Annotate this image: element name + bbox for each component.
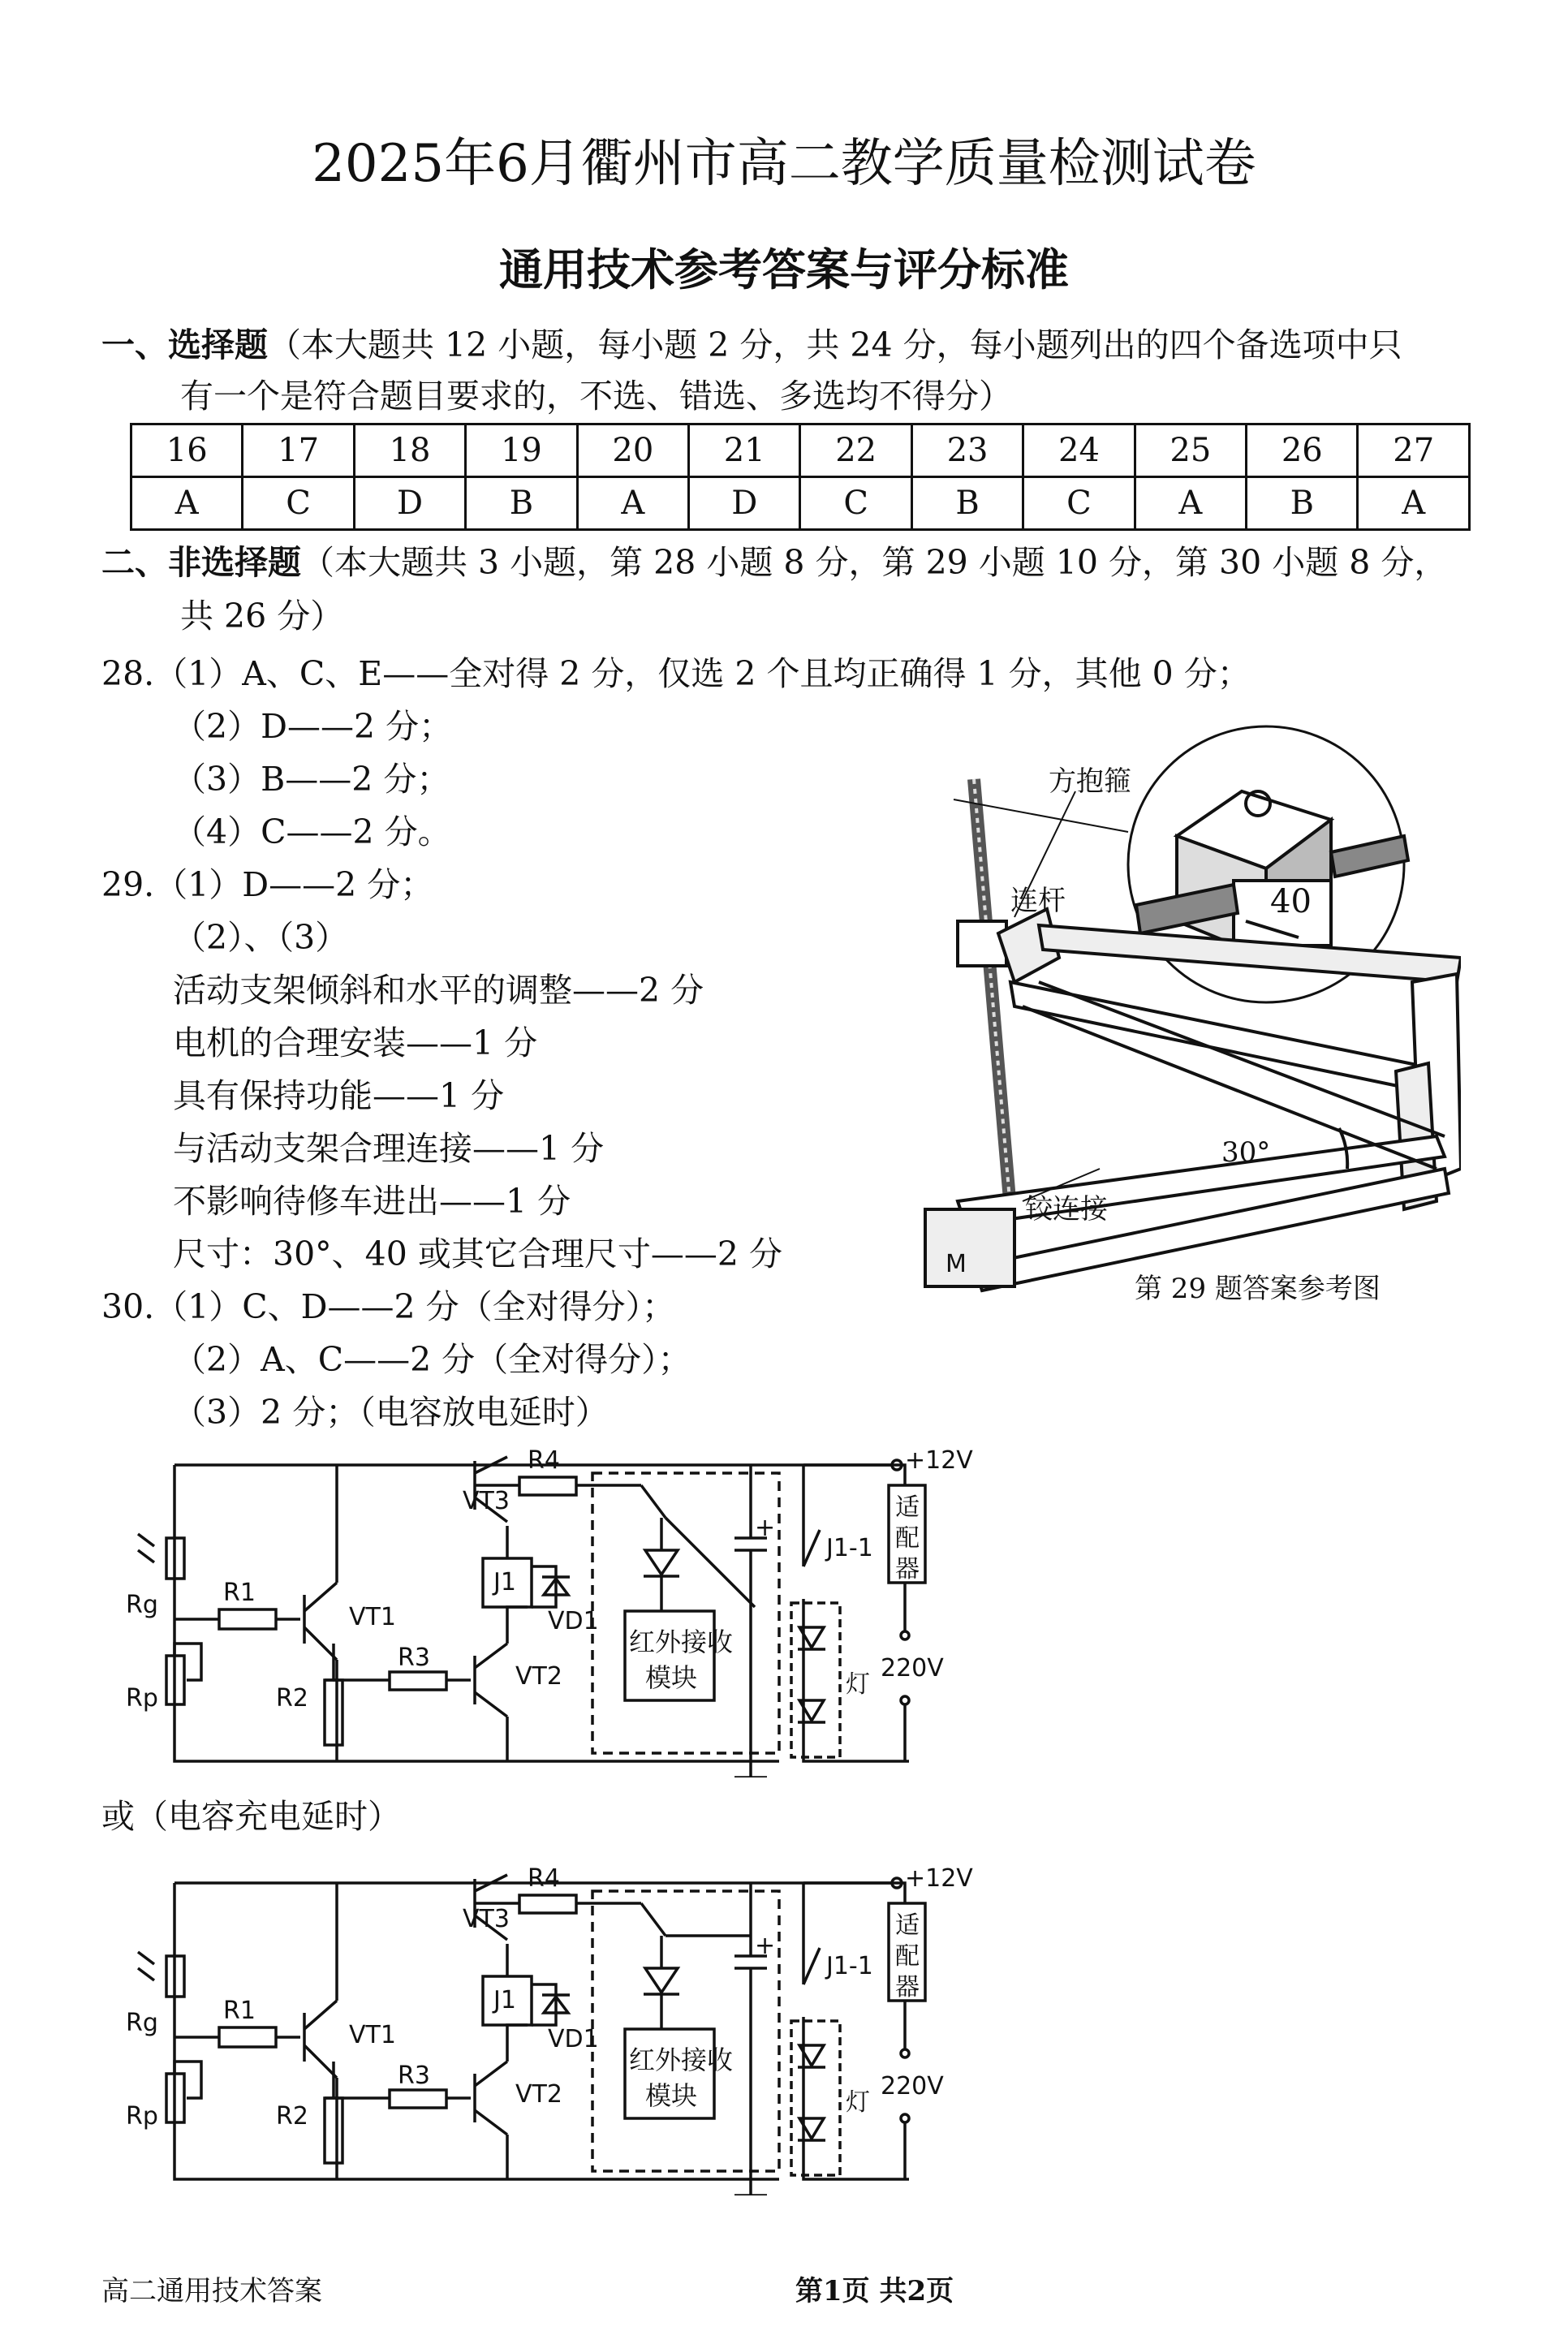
answer-cell: A xyxy=(131,477,243,530)
footer-left: 高二通用技术答案 xyxy=(101,2275,322,2307)
circuit-cap-plus: + xyxy=(755,1514,776,1542)
answer-table-number-row xyxy=(131,424,1470,477)
circuit-r2: R2 xyxy=(276,2102,308,2131)
answer-cell: B xyxy=(911,477,1023,530)
circuit-lamp: 灯 xyxy=(846,1670,870,1699)
circuit-module-line1: 红外接收 xyxy=(629,1627,734,1657)
answer-cell: D xyxy=(354,477,465,530)
page-subtitle: 通用技术参考答案与评分标准 xyxy=(499,243,1069,295)
circuit-vd1: VD1 xyxy=(548,2025,599,2053)
section1-label: 一、选择题 xyxy=(101,325,268,364)
circuit-j1: J1 xyxy=(493,1986,516,2014)
q30-line: 30.（1）C、D——2 分（全对得分）； xyxy=(101,1287,676,1326)
circuit-rg: Rg xyxy=(126,1591,158,1619)
question-number-cell: 18 xyxy=(354,424,465,477)
circuit-cap-plus: + xyxy=(755,1932,776,1960)
figure29-drawing xyxy=(877,714,1461,1299)
q29-line: 与活动支架合理连接——1 分 xyxy=(173,1129,605,1168)
circuit-adapter-char: 适 xyxy=(895,1493,920,1522)
question-number-cell: 26 xyxy=(1247,424,1358,477)
answer-cell: A xyxy=(1135,477,1246,530)
circuit-module-line2: 模块 xyxy=(645,1662,698,1693)
circuit-vt3: VT3 xyxy=(463,1905,510,1933)
circuit-adapter-char: 配 xyxy=(895,1942,920,1971)
circuit-vt1: VT1 xyxy=(349,1603,396,1631)
circuit-vt2: VT2 xyxy=(515,2080,562,2109)
circuit-j1-1: J1-1 xyxy=(826,1534,873,1562)
section2-line1 xyxy=(101,536,1447,589)
circuit-adapter-char: 器 xyxy=(895,1555,920,1583)
question-number-cell: 16 xyxy=(131,424,243,477)
section2-desc1: （本大题共 3 小题，第 28 小题 8 分，第 29 小题 10 分，第 30 小题 8 分， xyxy=(301,543,1448,582)
alt-circuit-label: 或（电容充电延时） xyxy=(101,1797,401,1836)
circuit-adapter-char: 器 xyxy=(895,1973,920,2001)
question-number-cell: 23 xyxy=(911,424,1023,477)
section2-desc2: 共 26 分） xyxy=(180,597,344,636)
circuit-vd1: VD1 xyxy=(548,1607,599,1635)
circuit-ac: 220V xyxy=(881,2072,944,2100)
figure29-angle: 30° xyxy=(1221,1136,1271,1169)
circuit-discharge xyxy=(106,1437,1079,1777)
question-number-cell: 20 xyxy=(577,424,688,477)
figure29-motor: M xyxy=(946,1250,967,1278)
q29-line: 尺寸：30°、40 或其它合理尺寸——2 分 xyxy=(173,1234,782,1273)
figure29-label-link: 连杆 xyxy=(1010,885,1066,917)
figure29-label-clamp: 方抱箍 xyxy=(1049,765,1131,798)
answer-cell: C xyxy=(1023,477,1135,530)
q28-line: （3）B——2 分； xyxy=(173,760,450,799)
section2-label: 二、非选择题 xyxy=(101,543,301,582)
answer-table xyxy=(130,423,1471,531)
circuit-module-line2: 模块 xyxy=(645,2080,698,2111)
circuit-adapter-char: 配 xyxy=(895,1524,920,1553)
circuit-vt2: VT2 xyxy=(515,1662,562,1691)
question-number-cell: 27 xyxy=(1358,424,1470,477)
circuit-rg: Rg xyxy=(126,2009,158,2037)
section1-desc1: （本大题共 12 小题，每小题 2 分，共 24 分，每小题列出的四个备选项中只 xyxy=(268,325,1402,364)
answer-cell: D xyxy=(689,477,800,530)
answer-cell: C xyxy=(800,477,911,530)
circuit-vt3: VT3 xyxy=(463,1487,510,1515)
circuit-vt1: VT1 xyxy=(349,2021,396,2049)
q29-line: 29.（1）D——2 分； xyxy=(101,865,434,904)
circuit-r4: R4 xyxy=(528,1864,560,1893)
answer-cell: B xyxy=(1247,477,1358,530)
q29-line: 不影响待修车进出——1 分 xyxy=(173,1182,571,1221)
q28-line: （4）C——2 分。 xyxy=(173,812,451,851)
q29-line: （2）、（3） xyxy=(173,918,349,957)
circuit-j1-1: J1-1 xyxy=(826,1952,873,1980)
q29-line: 具有保持功能——1 分 xyxy=(173,1076,505,1115)
answer-cell: A xyxy=(1358,477,1470,530)
figure29-dimension: 40 xyxy=(1270,883,1312,920)
question-number-cell: 17 xyxy=(243,424,354,477)
circuit-ac: 220V xyxy=(881,1654,944,1683)
footer-page: 第1页 共2页 xyxy=(795,2275,954,2307)
circuit-r1: R1 xyxy=(223,1579,256,1607)
figure29-caption: 第 29 题答案参考图 xyxy=(1135,1273,1381,1305)
q30-line: （3）2 分；（电容放电延时） xyxy=(173,1393,609,1432)
circuit-r4: R4 xyxy=(528,1446,560,1475)
circuit-adapter-char: 适 xyxy=(895,1911,920,1940)
circuit-vcc: +12V xyxy=(905,1446,973,1475)
circuit-vcc: +12V xyxy=(905,1864,973,1893)
circuit-charge xyxy=(106,1855,1079,2195)
figure29-label-hinge: 铰连接 xyxy=(1025,1193,1108,1226)
answer-table-answer-row xyxy=(131,477,1470,530)
question-number-cell: 25 xyxy=(1135,424,1246,477)
answer-cell: C xyxy=(243,477,354,530)
question-number-cell: 22 xyxy=(800,424,911,477)
q29-line: 活动支架倾斜和水平的调整——2 分 xyxy=(173,971,704,1010)
circuit-r2: R2 xyxy=(276,1684,308,1713)
circuit-module-line1: 红外接收 xyxy=(629,2044,734,2075)
q28-line: （2）D——2 分； xyxy=(173,707,453,746)
circuit-rp: Rp xyxy=(126,2102,158,2131)
section1-desc2: 有一个是符合题目要求的，不选、错选、多选均不得分） xyxy=(180,377,1012,416)
question-number-cell: 21 xyxy=(689,424,800,477)
circuit-r3: R3 xyxy=(398,2062,430,2090)
question-number-cell: 24 xyxy=(1023,424,1135,477)
q29-line: 电机的合理安装——1 分 xyxy=(173,1023,538,1062)
question-number-cell: 19 xyxy=(466,424,577,477)
answer-cell: A xyxy=(577,477,688,530)
answer-cell: B xyxy=(466,477,577,530)
q30-line: （2）A、C——2 分（全对得分）； xyxy=(173,1340,691,1379)
circuit-lamp: 灯 xyxy=(846,2088,870,2117)
page-title: 2025年6月衢州市高二教学质量检测试卷 xyxy=(312,134,1256,194)
circuit-rp: Rp xyxy=(126,1684,158,1713)
circuit-r1: R1 xyxy=(223,1997,256,2025)
circuit-r3: R3 xyxy=(398,1644,430,1672)
section1-line1 xyxy=(101,318,1402,372)
q28-line: 28.（1）A、C、E——全对得 2 分，仅选 2 个且均正确得 1 分，其他 0 分； xyxy=(101,654,1251,693)
circuit-j1: J1 xyxy=(493,1568,516,1596)
